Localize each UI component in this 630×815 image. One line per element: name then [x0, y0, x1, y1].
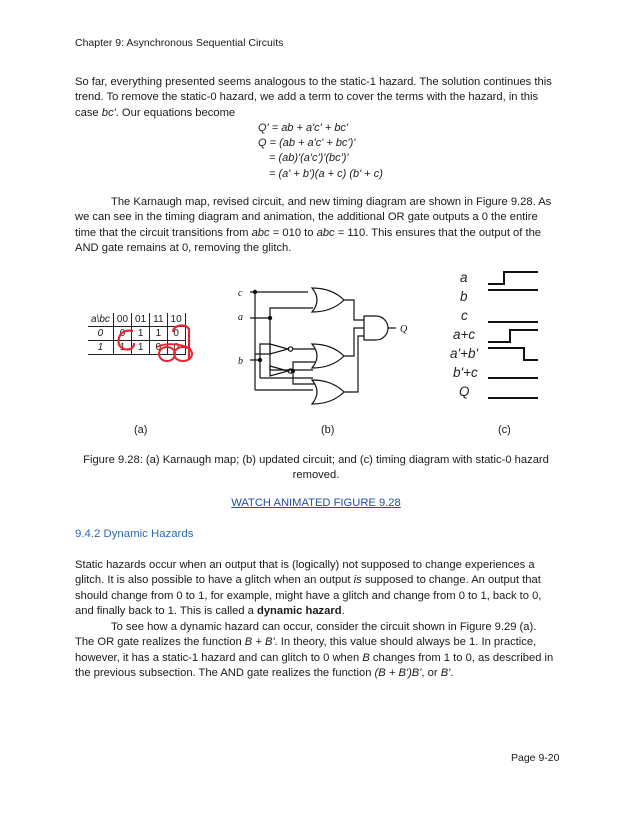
junction-dot [258, 358, 262, 362]
kmap-cell: 1 [113, 341, 131, 355]
kmap-cell: 0 [150, 341, 167, 355]
timing-label-aprime-or-bprime: a'+b' [450, 346, 479, 361]
paragraph-dynamic-hazard: Static hazards occur when an output that is (logically) not supposed to change experiences a glitch. It is also possible to have a glitch when an output is supposed to change. An output that should change from 0 to 1, for example, might have a glitch and change from 0 to 1, back to 0, and finally back to 1. This is called a dynamic hazard. [75, 559, 542, 618]
junction-dot [268, 316, 272, 320]
kmap-cell: 1 [132, 341, 150, 355]
subfigure-label-b: (b) [321, 424, 335, 436]
watch-animation-link[interactable]: WATCH ANIMATED FIGURE 9.28 [231, 497, 401, 509]
junction-dot [253, 290, 257, 294]
page-number: Page 9-20 [511, 752, 560, 764]
equation-qprime: Q' = ab + a'c' + bc' [258, 122, 349, 134]
equation-block [258, 121, 383, 182]
kmap-cell: 0 [113, 327, 131, 341]
kmap-group-arc [119, 331, 133, 345]
chapter-header: Chapter 9: Asynchronous Sequential Circuits [75, 37, 284, 49]
kmap-group-loop [159, 347, 175, 361]
circuit-label-c: c [238, 288, 243, 299]
kmap-col-header: 01 [132, 313, 150, 327]
circuit-label-a: a [238, 312, 243, 323]
paragraph-intro: So far, everything presented seems analogous to the static-1 hazard. The solution continues this trend. To remove the static-0 hazard, we add a term to cover the terms with the hazard, in this case bc'. Our equations become [75, 76, 552, 119]
kmap-group-arc [119, 343, 134, 349]
paragraph-figure-intro: The Karnaugh map, revised circuit, and new timing diagram are shown in Figure 9.28. As we can see in the timing diagram and animation, the additional OR gate outputs a 0 the entire time that the circuit transitions from abc = 010 to abc = 110. This ensures that the output of the AND gate remains at 0, removing the glitch. [75, 196, 552, 255]
timing-label-b: b [460, 289, 468, 304]
not-gate-b [270, 344, 288, 354]
subfigure-label-a: (a) [134, 424, 148, 436]
kmap-col-header: 11 [150, 313, 167, 327]
kmap-col-header: 00 [113, 313, 131, 327]
junction-dot [291, 369, 295, 373]
circuit-label-q: Q [400, 324, 408, 335]
timing-label-a-or-c: a+c [453, 327, 476, 342]
paragraph-example: To see how a dynamic hazard can occur, consider the circuit shown in Figure 9.29 (a). The OR gate realizes the function B + B'. In theory, this value should always be 1. In practice, however, it has a static-1 hazard and can glitch to 0 when B changes from 1 to 0, as described in the previous subsection. The AND gate realizes the function (B + B')B', or B'. [75, 621, 554, 680]
wire-c-branch [255, 292, 313, 390]
circuit-diagram [230, 282, 425, 407]
timing-label-q: Q [459, 384, 470, 399]
kmap-cell: 0 [167, 341, 185, 355]
kmap-corner-label: a\bc [88, 313, 113, 327]
section-heading: 9.4.2 Dynamic Hazards [75, 528, 194, 540]
subfigure-label-c: (c) [498, 424, 511, 436]
kmap-col-header: 10 [167, 313, 185, 327]
kmap-cell: 0 [167, 327, 185, 341]
waveform-a [488, 272, 538, 284]
timing-waveforms [486, 268, 542, 408]
kmap-cell: 1 [150, 327, 167, 341]
or-gate-3 [312, 380, 344, 404]
kmap-cell: 1 [132, 327, 150, 341]
and-gate [364, 316, 388, 340]
or-gate-2 [312, 344, 344, 368]
timing-label-a: a [460, 270, 468, 285]
timing-label-bprime-or-c: b'+c [453, 365, 478, 380]
equation-q: Q = (ab + a'c' + bc')' [258, 137, 356, 150]
kmap-annotation-overlay [85, 305, 200, 365]
figure-caption: Figure 9.28: (a) Karnaugh map; (b) updated circuit; and (c) timing diagram with static-0 hazard removed. [83, 454, 549, 482]
not-gate-a [270, 366, 288, 376]
timing-label-c: c [461, 308, 468, 323]
wire-or-outputs [344, 300, 364, 392]
waveform-aprime-or-bprime [488, 348, 538, 360]
or-gate-1 [312, 288, 344, 312]
waveform-a-or-c [488, 330, 538, 342]
equation-step2: = (a' + b')(a + c) (b' + c) [269, 167, 383, 180]
circuit-label-b: b [238, 356, 243, 367]
kmap-row-label: 0 [88, 327, 113, 341]
kmap-row-label: 1 [88, 341, 113, 355]
equation-step1: = (ab)'(a'c')'(bc')' [269, 152, 349, 165]
